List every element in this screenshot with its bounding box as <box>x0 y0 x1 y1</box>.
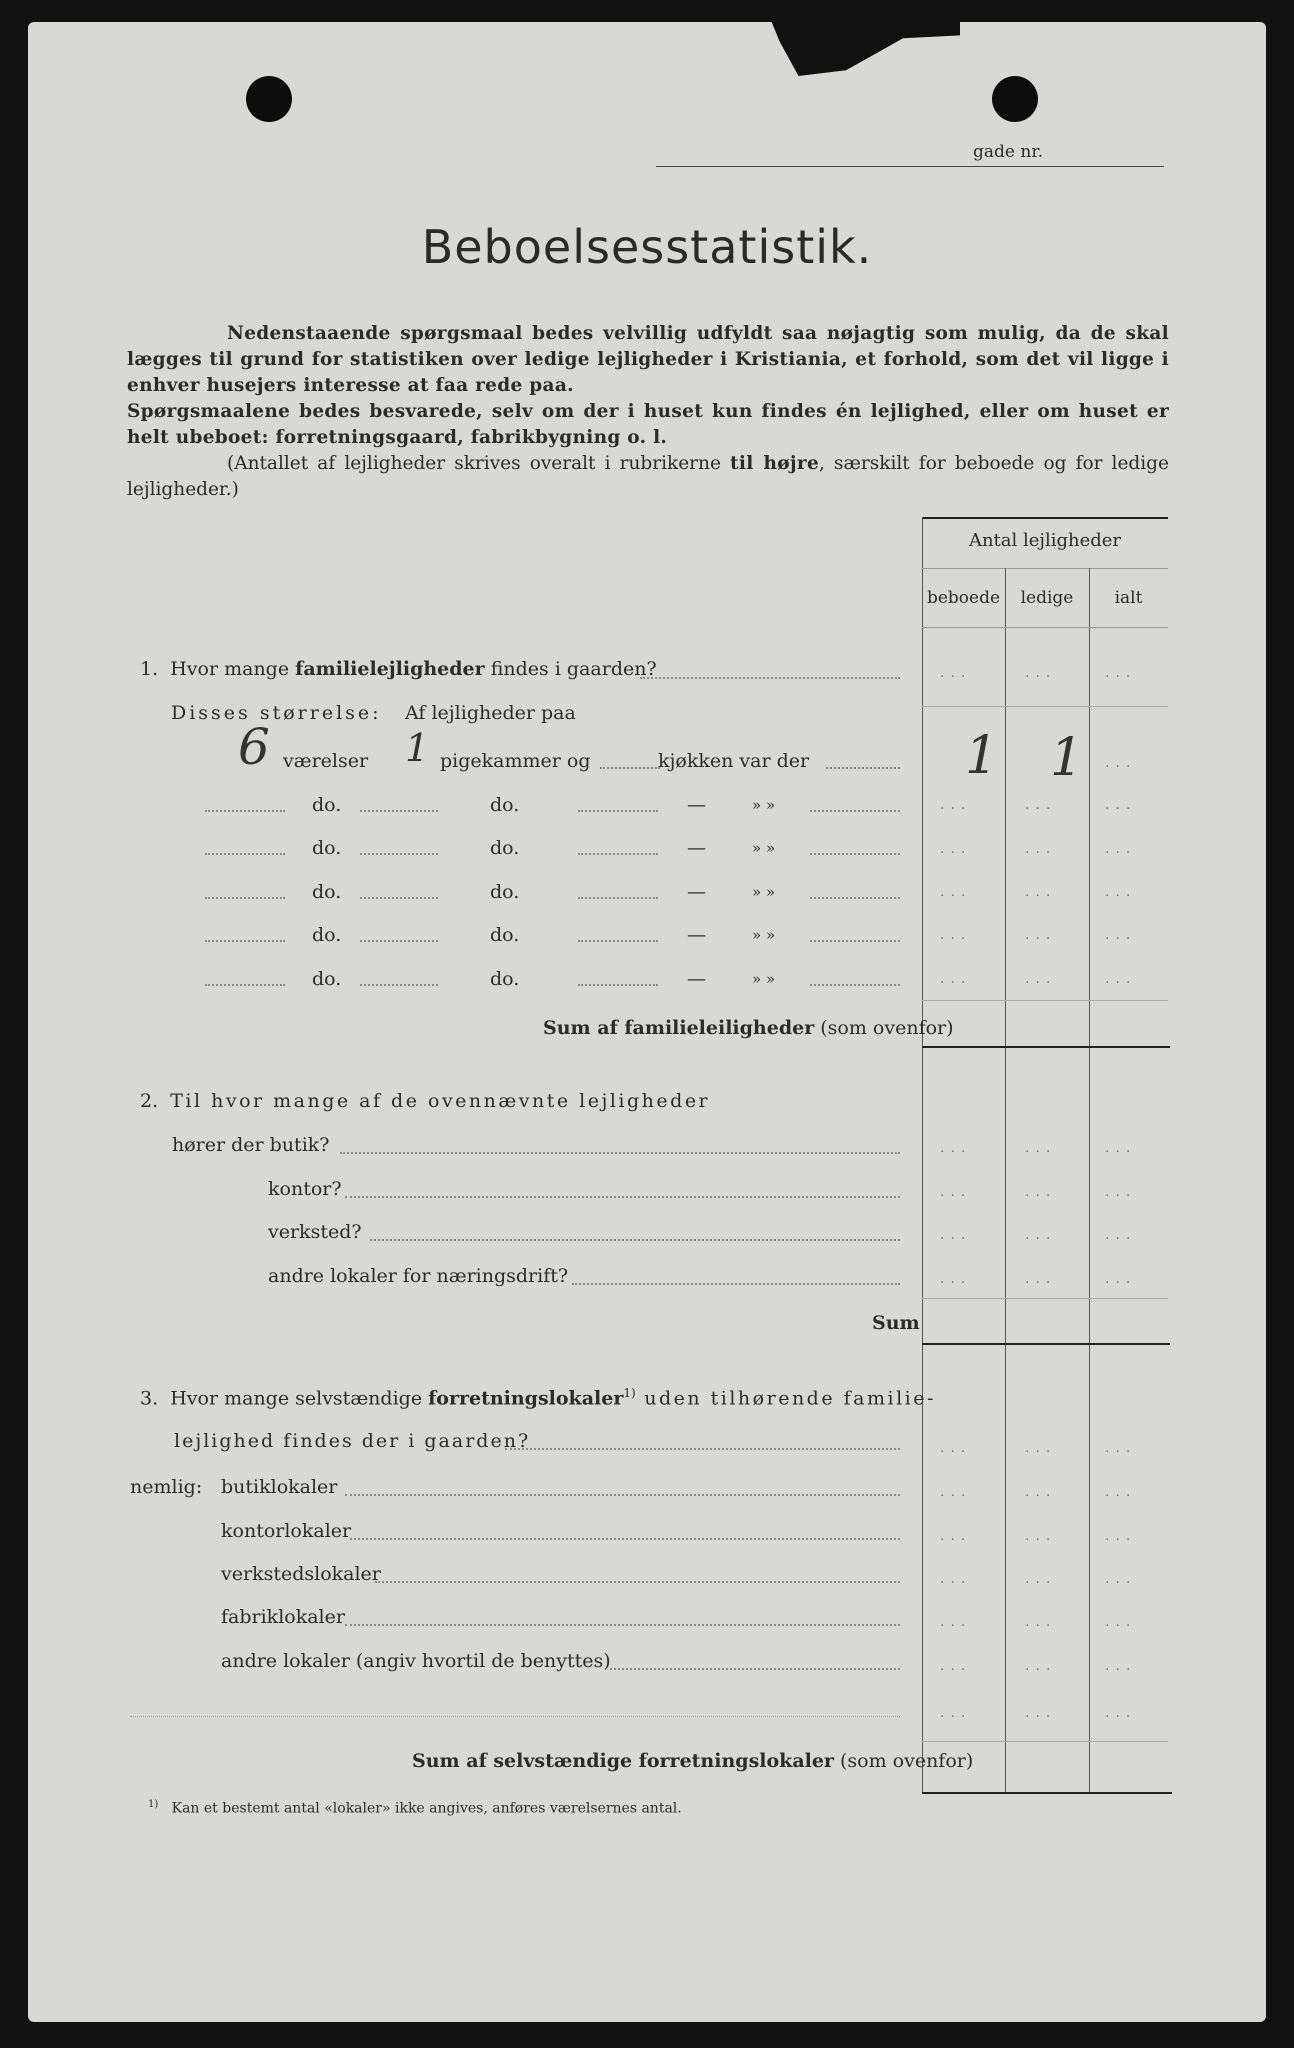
intro-paragraph-1 <box>127 321 1169 399</box>
kitchen-label: kjøkken var der <box>658 750 810 772</box>
dash: — <box>687 837 706 859</box>
do-blank-a <box>205 940 285 942</box>
q1-line <box>140 658 657 680</box>
table-cell-dots: ... <box>1105 841 1137 857</box>
table-cell-dots: ... <box>1025 971 1057 987</box>
table-cell-dots: ... <box>940 1528 972 1544</box>
punch-hole-right <box>992 76 1038 122</box>
table-cell-dots: ... <box>940 1184 972 1200</box>
q2-line <box>140 1090 710 1112</box>
q1-pre: Hvor mange <box>170 658 296 680</box>
hw-maid: 1 <box>405 726 430 770</box>
q1-num: 1. <box>140 658 159 680</box>
table-cell-dots: ... <box>1105 1440 1137 1456</box>
intro-text-3b: til højre <box>730 453 820 474</box>
do-label: do. <box>312 837 342 859</box>
table-cell-dots: ... <box>1025 1658 1057 1674</box>
q3-leader <box>610 1668 900 1670</box>
table-cell-dots: ... <box>940 665 972 681</box>
table-cell-dots: ... <box>1025 884 1057 900</box>
table-cell-dots: ... <box>1105 1658 1137 1674</box>
quote: » » <box>752 970 776 988</box>
table-top-rule <box>922 517 1168 519</box>
q2-sum: Sum <box>872 1312 920 1334</box>
maid-label: pigekammer og <box>440 750 591 772</box>
table-cell-dots: ... <box>1105 884 1137 900</box>
do-label: do. <box>490 924 520 946</box>
table-cell-dots: ... <box>1025 1140 1057 1156</box>
do-blank-b <box>360 940 438 942</box>
do-label: do. <box>312 924 342 946</box>
do-label: do. <box>312 794 342 816</box>
q3-leader-0 <box>505 1448 900 1450</box>
table-cell-dots: ... <box>940 1705 972 1721</box>
q3-leader <box>350 1538 900 1540</box>
table-header: Antal lejligheder <box>968 530 1122 551</box>
table-cell-dots: ... <box>940 1440 972 1456</box>
table-q1-sum-top <box>922 1000 1168 1001</box>
table-cell-dots: ... <box>940 884 972 900</box>
table-left-rule <box>922 517 923 1793</box>
table-cell-dots: ... <box>1025 797 1057 813</box>
row-leader <box>810 853 900 855</box>
do-blank-a <box>205 984 285 986</box>
nemlig-label: nemlig: <box>130 1476 203 1498</box>
table-cell-dots: ... <box>1025 1571 1057 1587</box>
intro-text-2: Spørgsmaalene bedes besvarede, selv om der i huset kun findes én lejlighed, eller om huset er helt ubeboet: forretningsgaard, fabrikbygning o. l. <box>127 401 1169 448</box>
table-cell-dots: ... <box>1105 1614 1137 1630</box>
q3-item: fabriklokaler <box>221 1606 345 1628</box>
table-cell-dots: ... <box>1025 1227 1057 1243</box>
table-cell-dots: ... <box>1105 1528 1137 1544</box>
punch-hole-left <box>246 76 292 122</box>
footnote-mark: 1) <box>148 1799 159 1810</box>
q3-bold: forretningslokaler <box>428 1387 624 1410</box>
row-leader <box>810 897 900 899</box>
rooms-label: værelser <box>283 750 369 772</box>
q3-leader <box>375 1581 900 1583</box>
table-cell-dots: ... <box>940 1271 972 1287</box>
do-blank-b <box>360 897 438 899</box>
table-cell-dots: ... <box>1105 1271 1137 1287</box>
row-leader <box>810 984 900 986</box>
q2-leader-1 <box>340 1152 900 1154</box>
intro-text-1: Nedenstaaende spørgsmaal bedes velvillig udfyldt saa nøjagtig som mulig, da de skal lægges til grund for statistiken over ledige lejligheder i Kristiania, et forhold, som det vil ligge i enhver husejers interesse at faa rede paa. <box>127 323 1169 396</box>
q3-item: verkstedslokaler <box>221 1563 381 1585</box>
page-title: Beboelsesstatistik. <box>421 220 873 274</box>
table-q1-sum-bottom <box>922 1046 1170 1048</box>
do-blank-b <box>360 810 438 812</box>
q3-line <box>140 1386 936 1409</box>
q1-post: findes i gaarden? <box>484 658 657 680</box>
table-subheader-rule <box>922 627 1168 628</box>
table-cell-dots: ... <box>1025 841 1057 857</box>
q2-num: 2. <box>140 1090 159 1112</box>
do-blank-c <box>578 810 658 812</box>
q3-leader <box>345 1494 900 1496</box>
do-blank-c <box>578 940 658 942</box>
table-cell-dots: ... <box>940 1614 972 1630</box>
table-col-rule-2 <box>1089 568 1090 1793</box>
table-col-rule-1 <box>1005 568 1006 1793</box>
table-cell-dots: ... <box>1105 1227 1137 1243</box>
q2-andre: andre lokaler for næringsdrift? <box>268 1265 569 1287</box>
dash: — <box>687 881 706 903</box>
table-cell-dots: ... <box>1025 1528 1057 1544</box>
do-label: do. <box>490 881 520 903</box>
table-cell-dots: ... <box>1025 1484 1057 1500</box>
q3-item: kontorlokaler <box>221 1520 352 1542</box>
do-blank-b <box>360 984 438 986</box>
dash: — <box>687 968 706 990</box>
q2-leader-2 <box>345 1196 900 1198</box>
table-cell-dots: ... <box>1105 1705 1137 1721</box>
do-blank-a <box>205 853 285 855</box>
q3-blank-line <box>130 1716 900 1717</box>
q2-kontor: kontor? <box>268 1178 342 1200</box>
col-ialt: ialt <box>1114 588 1143 608</box>
table-cell-dots: ... <box>940 927 972 943</box>
q2-text: Til hvor mange af de ovennævnte lejligheder <box>170 1090 711 1112</box>
do-blank-c <box>578 853 658 855</box>
table-cell-dots: ... <box>940 1484 972 1500</box>
table-cell-dots: ... <box>1105 1571 1137 1587</box>
quote: » » <box>752 796 776 814</box>
do-blank-c <box>578 897 658 899</box>
table-cell-dots: ... <box>1025 665 1057 681</box>
table-cell-dots: ... <box>940 797 972 813</box>
table-cell-dots: ... <box>1025 1705 1057 1721</box>
q3-pre: Hvor mange selvstændige <box>170 1387 429 1410</box>
table-cell-dots: ... <box>1105 971 1137 987</box>
q1-sum-paren: (som ovenfor) <box>820 1017 954 1039</box>
row-leader <box>810 810 900 812</box>
table-cell-dots: ... <box>1025 1614 1057 1630</box>
quote: » » <box>752 883 776 901</box>
table-q3-sum-bottom <box>922 1792 1172 1794</box>
table-cell-dots: ... <box>940 1140 972 1156</box>
table-cell-dots: ... <box>1105 1184 1137 1200</box>
footnote-text: Kan et bestemt antal «lokaler» ikke angives, anføres værelsernes antal. <box>171 1800 682 1817</box>
quote: » » <box>752 839 776 857</box>
table-cell-dots: ... <box>1105 665 1137 681</box>
table-cell-dots: ... <box>1105 1140 1137 1156</box>
q3-sup: 1) <box>623 1386 636 1400</box>
quote: » » <box>752 926 776 944</box>
kitchen-blank <box>600 767 660 769</box>
do-blank-a <box>205 810 285 812</box>
row1-leader <box>826 767 900 769</box>
table-q3-sum-top <box>922 1741 1168 1742</box>
q3-post: uden tilhørende familie- <box>635 1387 936 1410</box>
dash: — <box>687 924 706 946</box>
table-cell-dots: ... <box>1025 1184 1057 1200</box>
dash: — <box>687 794 706 816</box>
intro-text-3a: (Antallet af lejligheder skrives overalt i rubrikerne <box>227 453 731 474</box>
q3-leader <box>345 1624 900 1626</box>
q1-sum <box>543 1017 954 1039</box>
intro-text-3c: , særskilt for beboede og for ledige lejligheder.) <box>127 453 1169 500</box>
do-label: do. <box>490 794 520 816</box>
do-label: do. <box>490 837 520 859</box>
q3-num: 3. <box>140 1387 159 1410</box>
col-beboede: beboede <box>926 588 1001 608</box>
table-header-rule <box>922 568 1168 569</box>
col-ledige: ledige <box>1020 588 1074 608</box>
table-cell-dots: ... <box>1105 797 1137 813</box>
table-cell-dots: ... <box>1105 1484 1137 1500</box>
table-cell-dots: ... <box>1105 755 1137 771</box>
q3-line2: lejlighed findes der i gaarden? <box>174 1430 531 1452</box>
q1-sum-label: Sum af familieleiligheder <box>543 1017 815 1039</box>
q2-leader-3 <box>370 1239 900 1241</box>
q2-leader-4 <box>572 1283 900 1285</box>
hw-rooms: 6 <box>238 718 270 776</box>
intro-paragraph-3 <box>127 451 1169 503</box>
do-label: do. <box>490 968 520 990</box>
hw-ledige: 1 <box>1050 728 1084 788</box>
q2-butik: hører der butik? <box>172 1134 330 1156</box>
table-q2-sum-bottom <box>922 1343 1170 1345</box>
do-blank-c <box>578 984 658 986</box>
table-cell-dots: ... <box>1025 927 1057 943</box>
table-cell-dots: ... <box>1025 1440 1057 1456</box>
hw-beboede: 1 <box>965 726 999 786</box>
q3-item: butiklokaler <box>221 1476 338 1498</box>
q1-sizes-label2: Af lejligheder paa <box>405 702 576 724</box>
gade-line <box>656 166 1164 167</box>
table-cell-dots: ... <box>940 971 972 987</box>
q3-sum-paren: (som ovenfor) <box>840 1750 974 1772</box>
q1-leader <box>640 677 900 679</box>
do-blank-a <box>205 897 285 899</box>
q1-sizes-label: Disses størrelse: <box>171 702 382 724</box>
do-label: do. <box>312 968 342 990</box>
table-q1-rule <box>922 706 1168 707</box>
q3-sum <box>412 1750 973 1772</box>
q1-bold: familielejligheder <box>295 658 485 680</box>
table-cell-dots: ... <box>940 1658 972 1674</box>
q2-verksted: verksted? <box>268 1221 362 1243</box>
do-label: do. <box>312 881 342 903</box>
table-cell-dots: ... <box>1025 1271 1057 1287</box>
table-cell-dots: ... <box>1105 927 1137 943</box>
intro-paragraph-2 <box>127 399 1169 451</box>
q3-item: andre lokaler (angiv hvortil de benyttes) <box>221 1650 611 1672</box>
do-blank-b <box>360 853 438 855</box>
row-leader <box>810 940 900 942</box>
table-cell-dots: ... <box>940 1571 972 1587</box>
table-q2-sum-top <box>922 1298 1168 1299</box>
q3-sum-label: Sum af selvstændige forretningslokaler <box>412 1750 834 1772</box>
table-cell-dots: ... <box>940 1227 972 1243</box>
footnote <box>148 1799 682 1817</box>
gade-nr-label: gade nr. <box>973 142 1043 162</box>
table-cell-dots: ... <box>940 841 972 857</box>
